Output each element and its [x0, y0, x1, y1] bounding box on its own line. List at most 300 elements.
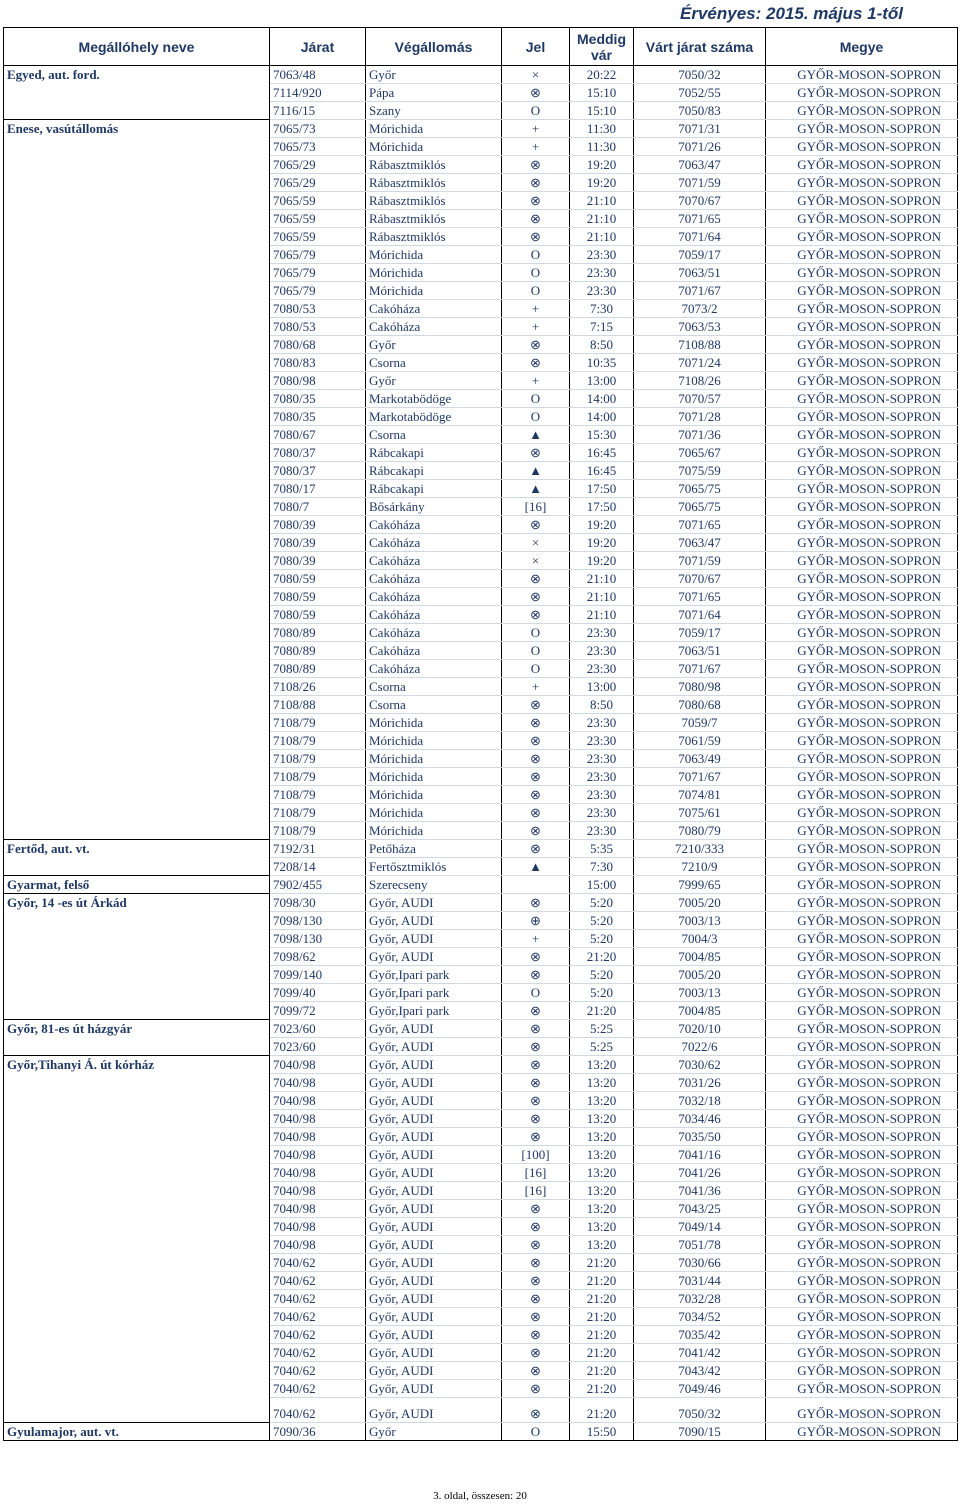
- terminus: Petőháza: [366, 840, 502, 858]
- stop-name: [4, 1398, 270, 1423]
- stop-name: [4, 156, 270, 174]
- wait-until: 10:35: [570, 354, 634, 372]
- wait-until: 13:20: [570, 1164, 634, 1182]
- symbol: ⊗: [502, 732, 570, 750]
- awaited-route: 7041/16: [634, 1146, 766, 1164]
- stop-name: [4, 174, 270, 192]
- symbol: ⊗: [502, 1056, 570, 1074]
- symbol: ⊗: [502, 570, 570, 588]
- table-row: [4, 1200, 958, 1218]
- route-number: 7098/130: [270, 930, 366, 948]
- col-header-meddig: Meddig vár: [570, 28, 634, 66]
- route-number: 7080/53: [270, 300, 366, 318]
- terminus: Rábasztmiklós: [366, 156, 502, 174]
- wait-until: 5:20: [570, 894, 634, 912]
- terminus: Győr: [366, 336, 502, 354]
- stop-name: [4, 192, 270, 210]
- symbol: +: [502, 138, 570, 156]
- route-number: 7040/98: [270, 1110, 366, 1128]
- awaited-route: 7059/17: [634, 624, 766, 642]
- county: GYŐR-MOSON-SOPRON: [766, 1056, 958, 1074]
- awaited-route: 7063/47: [634, 534, 766, 552]
- stop-name: [4, 1272, 270, 1290]
- awaited-route: 7030/62: [634, 1056, 766, 1074]
- county: GYŐR-MOSON-SOPRON: [766, 660, 958, 678]
- terminus: Mórichida: [366, 714, 502, 732]
- symbol: ⊗: [502, 768, 570, 786]
- route-number: 7040/62: [270, 1290, 366, 1308]
- awaited-route: 7063/53: [634, 318, 766, 336]
- stop-name: Egyed, aut. ford.: [4, 66, 270, 84]
- route-number: 7040/98: [270, 1074, 366, 1092]
- wait-until: 19:20: [570, 156, 634, 174]
- county: GYŐR-MOSON-SOPRON: [766, 516, 958, 534]
- county: GYŐR-MOSON-SOPRON: [766, 624, 958, 642]
- stop-name: [4, 318, 270, 336]
- terminus: Cakóháza: [366, 588, 502, 606]
- route-number: 7040/62: [270, 1308, 366, 1326]
- symbol: ⊗: [502, 1038, 570, 1056]
- table-row: [4, 1164, 958, 1182]
- awaited-route: 7051/78: [634, 1236, 766, 1254]
- symbol: ▲: [502, 426, 570, 444]
- route-number: 7080/39: [270, 552, 366, 570]
- awaited-route: 7108/88: [634, 336, 766, 354]
- wait-until: 15:30: [570, 426, 634, 444]
- terminus: Szany: [366, 102, 502, 120]
- awaited-route: 7005/20: [634, 966, 766, 984]
- county: GYŐR-MOSON-SOPRON: [766, 1020, 958, 1038]
- symbol: ×: [502, 66, 570, 84]
- symbol: ⊗: [502, 1308, 570, 1326]
- county: GYŐR-MOSON-SOPRON: [766, 804, 958, 822]
- terminus: Rábasztmiklós: [366, 174, 502, 192]
- awaited-route: 7071/59: [634, 552, 766, 570]
- wait-until: 23:30: [570, 732, 634, 750]
- route-number: 7040/62: [270, 1254, 366, 1272]
- table-row: [4, 480, 958, 498]
- wait-until: 13:00: [570, 678, 634, 696]
- awaited-route: 7080/98: [634, 678, 766, 696]
- table-row: [4, 1092, 958, 1110]
- wait-until: 23:30: [570, 282, 634, 300]
- stop-name: [4, 588, 270, 606]
- stop-name: [4, 1002, 270, 1020]
- terminus: Cakóháza: [366, 624, 502, 642]
- wait-until: 23:30: [570, 642, 634, 660]
- county: GYŐR-MOSON-SOPRON: [766, 948, 958, 966]
- symbol: ⊗: [502, 894, 570, 912]
- wait-until: 13:20: [570, 1110, 634, 1128]
- route-number: 7040/62: [270, 1344, 366, 1362]
- route-number: 7108/79: [270, 786, 366, 804]
- wait-until: 17:50: [570, 480, 634, 498]
- county: GYŐR-MOSON-SOPRON: [766, 534, 958, 552]
- symbol: ⊗: [502, 1020, 570, 1038]
- wait-until: 7:15: [570, 318, 634, 336]
- table-row: [4, 624, 958, 642]
- wait-until: 21:10: [570, 570, 634, 588]
- symbol: +: [502, 318, 570, 336]
- terminus: Csorna: [366, 426, 502, 444]
- wait-until: 19:20: [570, 174, 634, 192]
- terminus: Győr, AUDI: [366, 1038, 502, 1056]
- route-number: 7098/62: [270, 948, 366, 966]
- symbol: ⊗: [502, 948, 570, 966]
- county: GYŐR-MOSON-SOPRON: [766, 1182, 958, 1200]
- stop-name: [4, 1092, 270, 1110]
- wait-until: 13:20: [570, 1218, 634, 1236]
- stop-name: [4, 570, 270, 588]
- county: GYŐR-MOSON-SOPRON: [766, 462, 958, 480]
- awaited-route: 7063/51: [634, 264, 766, 282]
- stop-name: [4, 1038, 270, 1056]
- terminus: Mórichida: [366, 138, 502, 156]
- route-number: 7116/15: [270, 102, 366, 120]
- route-number: 7098/130: [270, 912, 366, 930]
- page-footer: 3. oldal, összesen: 20: [433, 1490, 527, 1502]
- awaited-route: 7004/3: [634, 930, 766, 948]
- wait-until: 21:10: [570, 210, 634, 228]
- table-row: [4, 336, 958, 354]
- terminus: Győr, AUDI: [366, 1164, 502, 1182]
- stop-name: Fertőd, aut. vt.: [4, 840, 270, 858]
- terminus: Győr, AUDI: [366, 1272, 502, 1290]
- terminus: Cakóháza: [366, 660, 502, 678]
- table-row: [4, 1146, 958, 1164]
- symbol: ⊗: [502, 1380, 570, 1398]
- awaited-route: 7059/7: [634, 714, 766, 732]
- wait-until: 23:30: [570, 768, 634, 786]
- awaited-route: 7032/18: [634, 1092, 766, 1110]
- county: GYŐR-MOSON-SOPRON: [766, 858, 958, 876]
- terminus: Győr, AUDI: [366, 1218, 502, 1236]
- symbol: ⊗: [502, 804, 570, 822]
- route-number: 7065/73: [270, 138, 366, 156]
- table-row: [4, 102, 958, 120]
- table-row: [4, 1344, 958, 1362]
- stop-name: [4, 498, 270, 516]
- wait-until: 13:20: [570, 1182, 634, 1200]
- county: GYŐR-MOSON-SOPRON: [766, 426, 958, 444]
- awaited-route: 7071/31: [634, 120, 766, 138]
- route-number: 7040/98: [270, 1164, 366, 1182]
- county: GYŐR-MOSON-SOPRON: [766, 120, 958, 138]
- route-number: 7065/79: [270, 246, 366, 264]
- awaited-route: 7052/55: [634, 84, 766, 102]
- terminus: Mórichida: [366, 822, 502, 840]
- terminus: Markotabödöge: [366, 408, 502, 426]
- wait-until: 19:20: [570, 516, 634, 534]
- county: GYŐR-MOSON-SOPRON: [766, 480, 958, 498]
- route-number: 7040/98: [270, 1056, 366, 1074]
- route-number: 7192/31: [270, 840, 366, 858]
- county: GYŐR-MOSON-SOPRON: [766, 1308, 958, 1326]
- wait-until: 19:20: [570, 534, 634, 552]
- terminus: Győr, AUDI: [366, 1092, 502, 1110]
- symbol: ⊗: [502, 354, 570, 372]
- wait-until: 5:20: [570, 930, 634, 948]
- route-number: 7040/98: [270, 1218, 366, 1236]
- table-row: [4, 444, 958, 462]
- county: GYŐR-MOSON-SOPRON: [766, 1218, 958, 1236]
- symbol: ⊗: [502, 84, 570, 102]
- stop-name: [4, 1128, 270, 1146]
- route-number: 7099/72: [270, 1002, 366, 1020]
- col-header-jarat: Járat: [270, 28, 366, 66]
- route-number: 7080/37: [270, 444, 366, 462]
- county: GYŐR-MOSON-SOPRON: [766, 714, 958, 732]
- county: GYŐR-MOSON-SOPRON: [766, 1272, 958, 1290]
- stop-name: [4, 786, 270, 804]
- county: GYŐR-MOSON-SOPRON: [766, 606, 958, 624]
- county: GYŐR-MOSON-SOPRON: [766, 282, 958, 300]
- awaited-route: 7050/32: [634, 1398, 766, 1423]
- awaited-route: 7035/50: [634, 1128, 766, 1146]
- terminus: Győr, AUDI: [366, 948, 502, 966]
- wait-until: 21:10: [570, 192, 634, 210]
- table-row: [4, 1182, 958, 1200]
- table-row: [4, 354, 958, 372]
- route-number: 7080/89: [270, 642, 366, 660]
- terminus: Cakóháza: [366, 516, 502, 534]
- wait-until: 21:20: [570, 1380, 634, 1398]
- table-row: [4, 1326, 958, 1344]
- symbol: +: [502, 678, 570, 696]
- table-row: [4, 1254, 958, 1272]
- route-number: 7099/140: [270, 966, 366, 984]
- terminus: Győr, AUDI: [366, 1344, 502, 1362]
- awaited-route: 7108/26: [634, 372, 766, 390]
- symbol: ⊗: [502, 516, 570, 534]
- wait-until: 23:30: [570, 264, 634, 282]
- table-row: [4, 858, 958, 876]
- symbol: ⊗: [502, 1254, 570, 1272]
- table-row: [4, 1038, 958, 1056]
- terminus: Mórichida: [366, 120, 502, 138]
- terminus: Győr, AUDI: [366, 1074, 502, 1092]
- awaited-route: 7049/14: [634, 1218, 766, 1236]
- terminus: Pápa: [366, 84, 502, 102]
- awaited-route: 7090/15: [634, 1423, 766, 1441]
- awaited-route: 7065/75: [634, 480, 766, 498]
- stop-name: [4, 984, 270, 1002]
- table-row: [4, 660, 958, 678]
- symbol: ⊕: [502, 912, 570, 930]
- terminus: Győr,Ipari park: [366, 1002, 502, 1020]
- wait-until: 23:30: [570, 660, 634, 678]
- county: GYŐR-MOSON-SOPRON: [766, 174, 958, 192]
- stop-name: [4, 624, 270, 642]
- awaited-route: 7071/64: [634, 606, 766, 624]
- terminus: Győr, AUDI: [366, 1056, 502, 1074]
- terminus: Győr, AUDI: [366, 1200, 502, 1218]
- wait-until: 20:22: [570, 66, 634, 84]
- table-row: [4, 804, 958, 822]
- table-row: [4, 120, 958, 138]
- table-row: [4, 156, 958, 174]
- stop-name: [4, 1254, 270, 1272]
- awaited-route: 7043/25: [634, 1200, 766, 1218]
- county: GYŐR-MOSON-SOPRON: [766, 840, 958, 858]
- table-row: [4, 1110, 958, 1128]
- route-number: 7080/89: [270, 624, 366, 642]
- col-header-jel: Jel: [502, 28, 570, 66]
- symbol: +: [502, 372, 570, 390]
- route-number: 7065/59: [270, 192, 366, 210]
- stop-name: [4, 390, 270, 408]
- symbol: ▲: [502, 480, 570, 498]
- route-number: 7080/68: [270, 336, 366, 354]
- awaited-route: 7065/67: [634, 444, 766, 462]
- wait-until: 11:30: [570, 120, 634, 138]
- route-number: 7080/7: [270, 498, 366, 516]
- symbol: ⊗: [502, 1218, 570, 1236]
- terminus: Cakóháza: [366, 642, 502, 660]
- table-row: [4, 246, 958, 264]
- route-number: 7040/98: [270, 1182, 366, 1200]
- county: GYŐR-MOSON-SOPRON: [766, 372, 958, 390]
- symbol: O: [502, 408, 570, 426]
- terminus: Mórichida: [366, 804, 502, 822]
- county: GYŐR-MOSON-SOPRON: [766, 1344, 958, 1362]
- table-row: [4, 732, 958, 750]
- stop-name: [4, 1110, 270, 1128]
- table-row: [4, 1380, 958, 1398]
- county: GYŐR-MOSON-SOPRON: [766, 894, 958, 912]
- stop-name: [4, 1200, 270, 1218]
- stop-name: [4, 1326, 270, 1344]
- route-number: 7040/98: [270, 1128, 366, 1146]
- county: GYŐR-MOSON-SOPRON: [766, 1398, 958, 1423]
- stop-name: [4, 300, 270, 318]
- table-row: [4, 1398, 958, 1423]
- awaited-route: 7003/13: [634, 984, 766, 1002]
- wait-until: 13:20: [570, 1092, 634, 1110]
- awaited-route: 7063/51: [634, 642, 766, 660]
- wait-until: 23:30: [570, 822, 634, 840]
- awaited-route: 7074/81: [634, 786, 766, 804]
- symbol: ⊗: [502, 966, 570, 984]
- symbol: O: [502, 264, 570, 282]
- wait-until: 23:30: [570, 786, 634, 804]
- county: GYŐR-MOSON-SOPRON: [766, 1362, 958, 1380]
- awaited-route: 7075/61: [634, 804, 766, 822]
- stop-name: [4, 714, 270, 732]
- table-row: [4, 390, 958, 408]
- route-number: 7080/59: [270, 570, 366, 588]
- awaited-route: 7080/79: [634, 822, 766, 840]
- county: GYŐR-MOSON-SOPRON: [766, 570, 958, 588]
- route-number: 7063/48: [270, 66, 366, 84]
- route-number: 7108/79: [270, 822, 366, 840]
- route-number: 7040/62: [270, 1326, 366, 1344]
- terminus: Győr, AUDI: [366, 930, 502, 948]
- route-number: 7040/98: [270, 1092, 366, 1110]
- terminus: Győr, AUDI: [366, 1290, 502, 1308]
- awaited-route: 7004/85: [634, 1002, 766, 1020]
- symbol: O: [502, 642, 570, 660]
- terminus: Rábcakapi: [366, 462, 502, 480]
- stop-name: [4, 282, 270, 300]
- stop-name: [4, 858, 270, 876]
- table-row: [4, 282, 958, 300]
- stop-name: [4, 444, 270, 462]
- symbol: ⊗: [502, 1128, 570, 1146]
- awaited-route: 7071/64: [634, 228, 766, 246]
- symbol: ⊗: [502, 606, 570, 624]
- stop-name: [4, 606, 270, 624]
- symbol: ⊗: [502, 588, 570, 606]
- stop-name: [4, 696, 270, 714]
- route-number: 7080/37: [270, 462, 366, 480]
- route-number: 7108/79: [270, 804, 366, 822]
- terminus: Győr, AUDI: [366, 1182, 502, 1200]
- col-header-vegallomas: Végállomás: [366, 28, 502, 66]
- county: GYŐR-MOSON-SOPRON: [766, 1326, 958, 1344]
- stop-name: [4, 228, 270, 246]
- route-number: 7108/79: [270, 768, 366, 786]
- terminus: Mórichida: [366, 750, 502, 768]
- table-row: [4, 192, 958, 210]
- stop-name: [4, 804, 270, 822]
- symbol: [16]: [502, 1182, 570, 1200]
- awaited-route: 7071/26: [634, 138, 766, 156]
- route-number: 7108/79: [270, 732, 366, 750]
- terminus: Mórichida: [366, 246, 502, 264]
- symbol: ⊗: [502, 1398, 570, 1423]
- county: GYŐR-MOSON-SOPRON: [766, 1164, 958, 1182]
- county: GYŐR-MOSON-SOPRON: [766, 246, 958, 264]
- symbol: ⊗: [502, 228, 570, 246]
- county: GYŐR-MOSON-SOPRON: [766, 408, 958, 426]
- route-number: 7080/39: [270, 516, 366, 534]
- symbol: ⊗: [502, 1362, 570, 1380]
- wait-until: 7:30: [570, 858, 634, 876]
- wait-until: 21:20: [570, 948, 634, 966]
- county: GYŐR-MOSON-SOPRON: [766, 138, 958, 156]
- stop-name: [4, 1146, 270, 1164]
- stop-name: [4, 552, 270, 570]
- table-row: [4, 1002, 958, 1020]
- symbol: O: [502, 984, 570, 1002]
- county: GYŐR-MOSON-SOPRON: [766, 930, 958, 948]
- awaited-route: 7020/10: [634, 1020, 766, 1038]
- table-row: [4, 264, 958, 282]
- symbol: ⊗: [502, 696, 570, 714]
- table-row: [4, 876, 958, 894]
- symbol: ⊗: [502, 1110, 570, 1128]
- route-number: 7065/59: [270, 210, 366, 228]
- route-number: 7108/79: [270, 750, 366, 768]
- stop-name: [4, 1362, 270, 1380]
- county: GYŐR-MOSON-SOPRON: [766, 192, 958, 210]
- county: GYŐR-MOSON-SOPRON: [766, 768, 958, 786]
- table-row: [4, 516, 958, 534]
- route-number: 7080/67: [270, 426, 366, 444]
- county: GYŐR-MOSON-SOPRON: [766, 822, 958, 840]
- terminus: Győr: [366, 66, 502, 84]
- county: GYŐR-MOSON-SOPRON: [766, 588, 958, 606]
- stop-name: [4, 372, 270, 390]
- symbol: ⊗: [502, 714, 570, 732]
- symbol: O: [502, 390, 570, 408]
- terminus: Győr, AUDI: [366, 1326, 502, 1344]
- route-number: 7080/59: [270, 588, 366, 606]
- wait-until: 23:30: [570, 804, 634, 822]
- terminus: Győr, AUDI: [366, 1380, 502, 1398]
- county: GYŐR-MOSON-SOPRON: [766, 210, 958, 228]
